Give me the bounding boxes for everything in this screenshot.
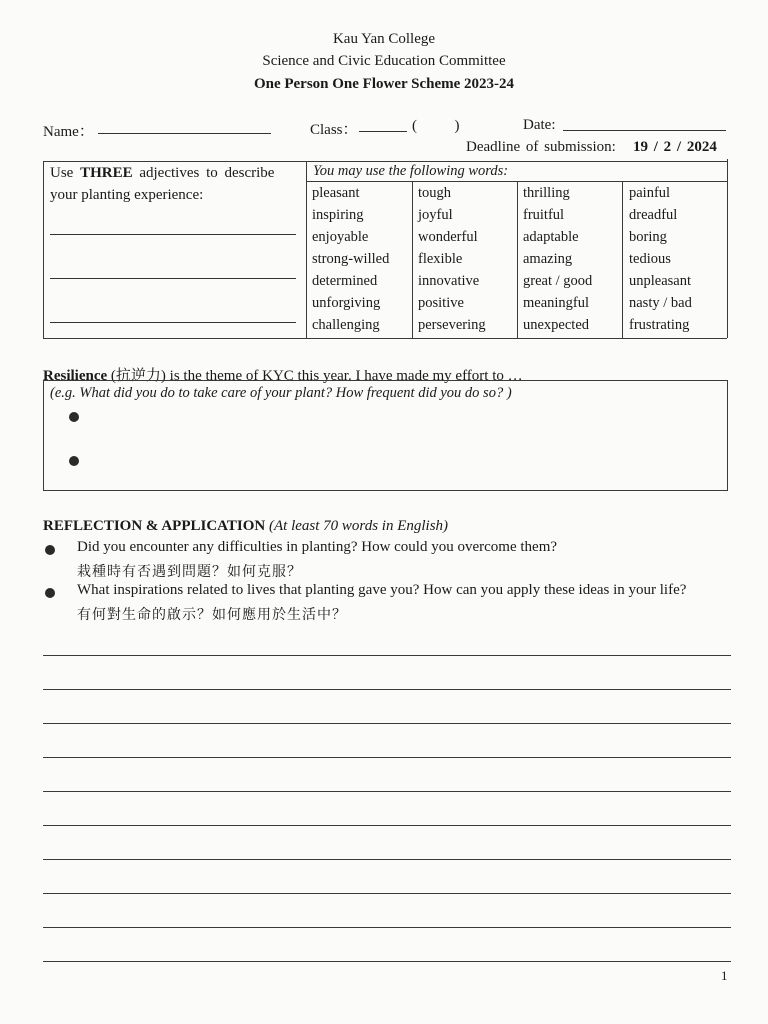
word-bank-item: persevering xyxy=(418,317,486,333)
word-bank-item: pleasant xyxy=(312,185,360,201)
bullet-icon xyxy=(69,456,79,466)
reflection-title: REFLECTION & APPLICATION xyxy=(43,518,266,534)
word-bank-item: nasty / bad xyxy=(629,295,692,311)
bullet-icon xyxy=(69,412,79,422)
adjectives-prompt-line2: your planting experience: xyxy=(50,187,204,203)
adjective-answer-2[interactable] xyxy=(50,278,296,279)
word-bank-item: flexible xyxy=(418,251,463,267)
word-bank-item: painful xyxy=(629,185,671,201)
word-bank-item: joyful xyxy=(418,207,453,223)
question-2-english: What inspirations related to lives that planting gave you? How can you apply these ideas in your life? xyxy=(77,582,687,598)
page-number: 1 xyxy=(721,968,728,983)
writing-line[interactable] xyxy=(43,723,731,724)
class-field[interactable] xyxy=(359,131,407,132)
word-bank-item: great / good xyxy=(523,273,593,289)
writing-line[interactable] xyxy=(43,689,731,690)
word-bank-item: tedious xyxy=(629,251,671,267)
word-bank-item: adaptable xyxy=(523,229,579,245)
word-bank-item: tough xyxy=(418,185,452,201)
bullet-icon xyxy=(45,545,55,555)
word-bank-item: challenging xyxy=(312,317,380,333)
committee-name: Science and Civic Education Committee xyxy=(262,53,506,69)
writing-line[interactable] xyxy=(43,655,731,656)
word-bank-item: amazing xyxy=(523,251,573,267)
word-bank-item: meaningful xyxy=(523,295,590,311)
word-bank-item: innovative xyxy=(418,273,480,289)
deadline-label: Deadline of submission: xyxy=(466,139,616,155)
name-label: Name： xyxy=(43,124,94,140)
word-bank-title: You may use the following words: xyxy=(313,163,509,179)
adjectives-prompt xyxy=(50,165,300,182)
writing-line[interactable] xyxy=(43,825,731,826)
class-number-field[interactable]: ( ) xyxy=(412,118,460,134)
date-field[interactable] xyxy=(563,130,726,131)
writing-line[interactable] xyxy=(43,961,731,962)
word-bank-item: unexpected xyxy=(523,317,590,333)
word-bank-item: frustrating xyxy=(629,317,690,333)
word-bank-item: thrilling xyxy=(523,185,570,201)
scheme-title: One Person One Flower Scheme 2023-24 xyxy=(253,76,515,92)
reflection-note: (At least 70 words in English) xyxy=(265,518,449,534)
word-bank-item: enjoyable xyxy=(312,229,369,245)
word-bank-item: strong-willed xyxy=(312,251,390,267)
adjective-answer-3[interactable] xyxy=(50,322,296,323)
word-bank-item: unforgiving xyxy=(312,295,381,311)
deadline-value: 19 / 2 / 2024 xyxy=(633,139,717,155)
resilience-example: (e.g. What did you do to take care of your plant? How frequent did you do so? ) xyxy=(50,385,512,401)
resilience-text: (抗逆力) is the theme of KYC this year. I have made my effort to … xyxy=(107,368,523,384)
question-1-english: Did you encounter any difficulties in planting? How could you overcome them? xyxy=(77,539,558,555)
writing-line[interactable] xyxy=(43,757,731,758)
prompt-text: Use xyxy=(50,165,81,181)
word-bank-item: inspiring xyxy=(312,207,364,223)
adjective-answer-1[interactable] xyxy=(50,234,296,235)
word-bank-item: positive xyxy=(418,295,464,311)
word-bank-item: fruitful xyxy=(523,207,565,223)
reflection-heading xyxy=(43,518,448,535)
word-bank-item: wonderful xyxy=(418,229,478,245)
word-bank-item: determined xyxy=(312,273,378,289)
school-name: Kau Yan College xyxy=(332,31,436,47)
writing-line[interactable] xyxy=(43,893,731,894)
resilience-title: Resilience xyxy=(43,368,108,384)
bullet-icon xyxy=(45,588,55,598)
prompt-emphasis: THREE xyxy=(80,165,133,181)
class-label: Class： xyxy=(310,122,358,138)
writing-line[interactable] xyxy=(43,927,731,928)
writing-line[interactable] xyxy=(43,859,731,860)
writing-line[interactable] xyxy=(43,791,731,792)
word-bank-item: dreadful xyxy=(629,207,678,223)
name-field[interactable] xyxy=(98,133,271,134)
prompt-text-end: adjectives to describe xyxy=(132,165,275,181)
question-2-chinese: 有何對生命的啟示？如何應用於生活中？ xyxy=(77,607,347,623)
word-bank-item: boring xyxy=(629,229,667,245)
question-1-chinese: 栽種時有否遇到問題？如何克服？ xyxy=(77,564,302,580)
date-label: Date: xyxy=(523,117,556,133)
word-bank-item: unpleasant xyxy=(629,273,692,289)
